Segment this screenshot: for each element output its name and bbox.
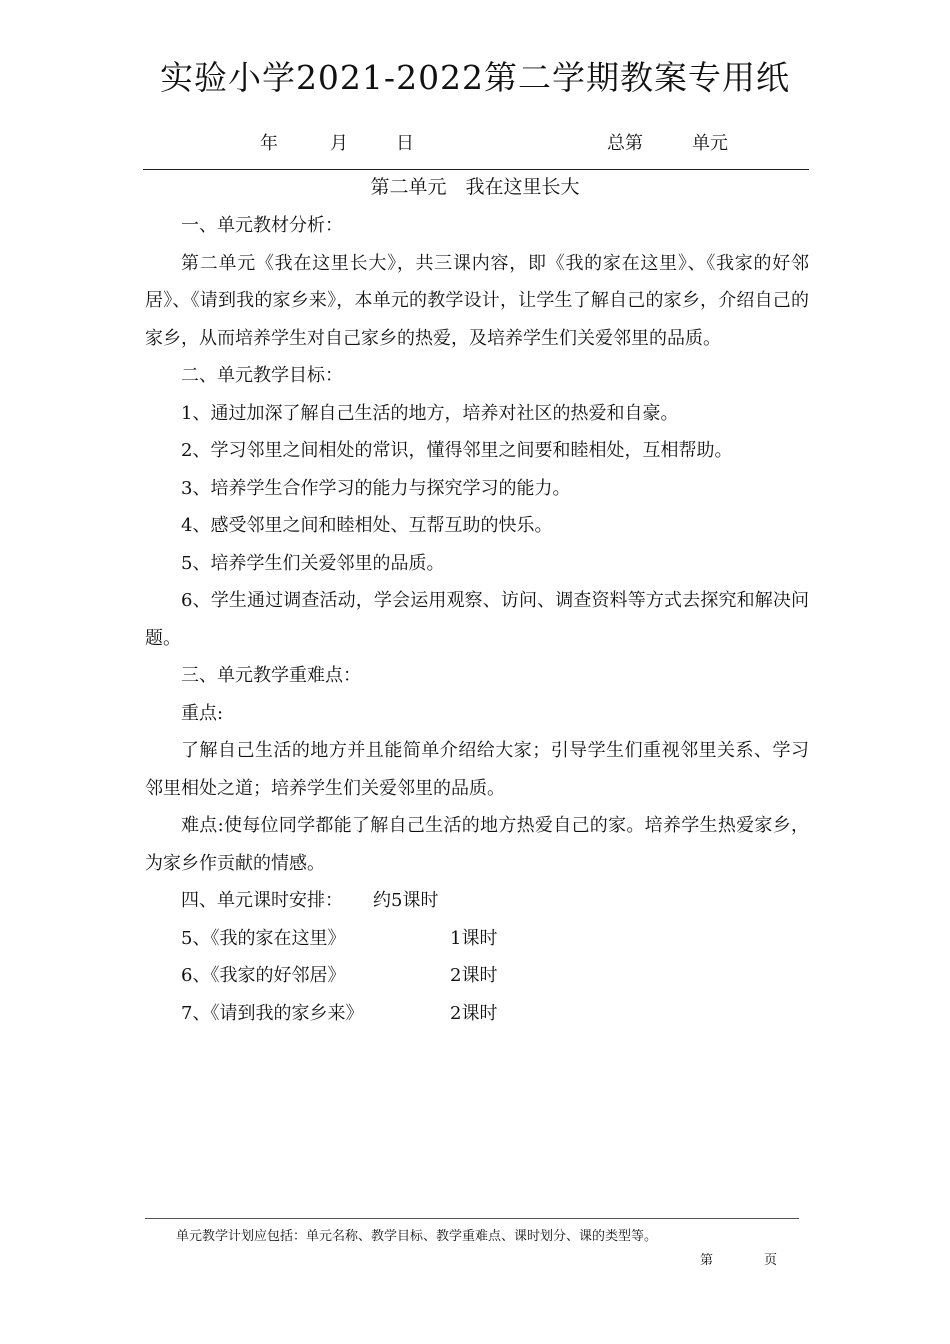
schedule-heading-row (145, 882, 809, 920)
lesson-row (145, 995, 809, 1033)
goals-heading: 二、单元教学目标： (181, 365, 343, 386)
month-label: 月 (330, 133, 348, 154)
page-title: 实验小学2021-2022第二学期教案专用纸 (159, 58, 791, 97)
goal-item: 3、培养学生合作学习的能力与探究学习的能力。 (181, 477, 571, 499)
goal-item: 1、通过加深了解自己生活的地方，培养对社区的热爱和自豪。 (181, 402, 679, 424)
header-divider (143, 169, 809, 170)
analysis-heading: 一、单元教材分析： (181, 215, 343, 236)
footer-note: 单元教学计划应包括：单元名称、教学目标、教学重难点、课时划分、课的类型等。 (176, 1229, 658, 1244)
unit-title: 第二单元 我在这里长大 (370, 176, 580, 198)
key-label: 重点: (181, 702, 224, 724)
lesson-row (145, 957, 809, 995)
goal-item: 2、学习邻里之间相处的常识，懂得邻里之间要和睦相处，互相帮助。 (181, 440, 733, 461)
total-label: 总第 (607, 133, 643, 154)
goal-item: 4、感受邻里之间和睦相处、互帮互助的快乐。 (181, 515, 553, 536)
lesson-row (145, 920, 809, 958)
schedule-heading: 四、单元课时安排： (181, 890, 343, 911)
year-label: 年 (260, 133, 278, 154)
difficult-paragraph: 难点:使每位同学都能了解自己生活的地方热爱自己的家。培养学生热爱家乡，为家乡作贡献的情感。 (145, 815, 809, 874)
lesson-hours: 2课时 (450, 965, 498, 986)
page-prefix: 第 (700, 1253, 714, 1268)
analysis-paragraph: 第二单元《我在这里长大》，共三课内容，即《我的家在这里》、《我家的好邻居》、《请到我的家乡来》，本单元的教学设计，让学生了解自己的家乡，介绍自己的家乡，从而培养学生对自己家乡的热爱，及培养学生们关爱邻里的品质。 (145, 252, 809, 349)
footer-divider (145, 1218, 799, 1219)
lesson-name: 5、《我的家在这里》 (181, 927, 346, 949)
page-suffix: 页 (764, 1253, 778, 1268)
lesson-plan-body (145, 207, 809, 1032)
schedule-total: 约5课时 (373, 890, 439, 911)
unit-label: 单元 (692, 133, 728, 154)
goal-item: 5、培养学生们关爱邻里的品质。 (181, 552, 445, 574)
lesson-name: 6、《我家的好邻居》 (181, 965, 346, 986)
keypoints-heading: 三、单元教学重难点： (181, 665, 361, 686)
day-label: 日 (396, 133, 414, 154)
key-paragraph: 了解自己生活的地方并且能简单介绍给大家；引导学生们重视邻里关系、学习邻里相处之道；培养学生们关爱邻里的品质。 (145, 740, 809, 799)
lesson-hours: 1课时 (450, 927, 498, 949)
lesson-hours: 2课时 (450, 1002, 498, 1024)
lesson-name: 7、《请到我的家乡来》 (181, 1002, 364, 1024)
goal-item: 6、学生通过调查活动，学会运用观察、访问、调查资料等方式去探究和解决问题。 (145, 590, 809, 649)
